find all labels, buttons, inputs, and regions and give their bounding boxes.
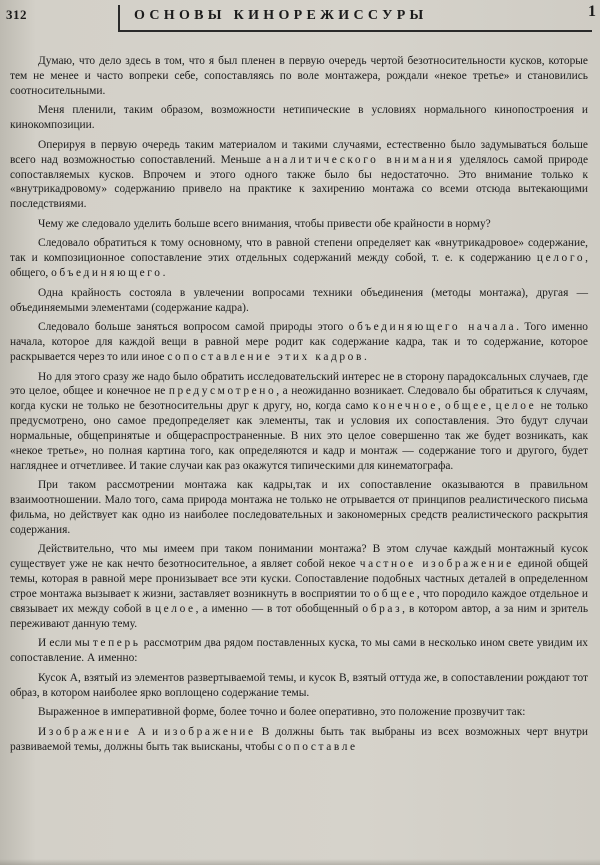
spaced-emphasis: аналитического внимания [266,153,455,166]
text-run: , что породило каждое отдельное и связывает их между собой в [10,588,588,615]
spaced-emphasis: конечное [372,400,438,413]
spaced-emphasis: сопоставле [277,740,358,753]
spaced-emphasis: предусмотрено [168,385,277,398]
text-run: . [363,350,367,363]
edge-mark: 1 [588,3,596,20]
text-run: , а неожиданно возникает. Следовало бы обратиться к случаям, когда куски не только не безотносительны друг к другу, но, когда само [10,385,588,413]
text-run: А и [131,725,165,738]
spaced-emphasis: объединяющего [51,267,163,280]
paragraph [10,370,588,474]
running-title: ОСНОВЫ КИНОРЕЖИССУРЫ [134,8,428,23]
text-run: При таком рассмотрении монтажа как кадры,так и их сопоставление оказываются в правильном взаимоотношении. Мало того, сама природа монтажа не только не отрывается от принципов реалистического письма фильма, но действует как одно из наиболее последовательных и закономерных средств реалистического раскрытия содержания. [10,479,588,536]
paragraph [10,217,588,232]
paragraph [10,320,588,365]
text-run: Следовало обратиться к тому основному, что в равной степени определяет как «внутрикадровое» содержание, так и композиционное сопоставление этих отдельных содержаний между собой, т. е. к содержанию [10,237,588,265]
page-header [6,3,596,33]
text-run: , [437,400,446,413]
spaced-emphasis: объединяющего начала [348,321,517,334]
text-run: В должны быть так выбраны из всех возможных черт внутри развиваемой темы, должны быть так выисканы, чтобы [10,725,588,753]
text-run: Выраженное в императивной форме, более точно и более оперативно, это положение прозвучит так: [38,706,526,719]
paragraph [10,138,588,212]
text-run: , в котором автор, а за ним и зритель переживают данную тему. [10,602,589,630]
paragraph [10,542,588,631]
spaced-emphasis: теперь [92,637,141,650]
spaced-emphasis: целое [495,400,537,413]
paragraph [10,103,588,133]
text-run: Думаю, что дело здесь в том, что я был пленен в первую очередь чертой безотносительности кусков, которые тем не менее и часто вопреки себе, сопоставляясь по воле монтажера, рождали «некое третье» и становились соотносительными. [10,55,588,97]
paragraph [10,671,588,701]
spaced-emphasis: Изображение [38,725,132,738]
paragraph [10,705,588,720]
header-rule-vertical [118,5,120,31]
paragraph [10,286,588,316]
text-run: , а именно — в тот обобщенный [195,602,363,615]
paragraph [10,236,588,281]
text-run: Действительно, что мы имеем при таком понимании монтажа? В этом случае каждый монтажный кусок существует уже не как нечто безотносительное, а являет собой некое [10,543,588,571]
spaced-emphasis: общее [445,400,489,413]
text-run: . Того именно начала, которое для каждой вещи в равной мере родит как содержание кадра, так и то содержание, которое раскрывается через то или иное [10,321,588,363]
paragraph [10,725,588,755]
spaced-emphasis: изображение [164,725,256,738]
header-rule-horizontal [118,30,592,32]
text-run: уделялось самой природе сопоставляемых кусков. Впрочем и этого одного также было бы недостаточно. Это внимание только к «внутрикадровому» содержанию привело на практике к захирению монтажа со всеми отсюда вытекающими последствиями. [10,153,588,211]
text-run: Но для этого сразу же надо было обратить исследовательский интерес не в сторону парадоксальных случаев, где это целое, общее и конечное не [10,370,588,398]
text-run: Оперируя в первую очередь таким материалом и такими случаями, естественно было задумываться больше всего над возможностью сопоставлений. Меньше [10,138,588,166]
spaced-emphasis: частное изображение [359,558,514,571]
text-run: рассмотрим два рядом поставленных куска, то мы сами в несколько ином свете увидим их сопоставление. А именно: [10,637,588,665]
text-run: Кусок А, взятый из элементов развертываемой темы, и кусок В, взятый оттуда же, в сопоставлении рождают тот образ, в котором наиболее ярко воплощено содержание темы. [10,671,588,699]
paragraph [10,478,588,537]
paragraph [10,636,588,666]
text-run: . [162,267,166,280]
text-run: , общего, [10,252,588,280]
page-number: 312 [6,7,27,22]
spaced-emphasis: целого [536,252,586,265]
text-run: единой общей темы, которая в равной мере пронизывает все эти куски. Сопоставление подобных частных деталей в определенном строе монтажа вызывает к жизни, заставляет возникнуть в восприятии то [10,558,588,601]
spaced-emphasis: общее [373,588,417,601]
text-run: Меня пленили, таким образом, возможности нетипические в условиях нормального кинопостроения и кинокомпозиции. [10,104,588,132]
text-run: , [488,400,496,413]
text-run: И если мы [38,637,93,650]
spaced-emphasis: целое [154,602,196,615]
spaced-emphasis: образ [362,602,403,615]
page-edge-shadow [0,859,600,865]
text-run: Следовало больше заняться вопросом самой природы этого [38,321,349,334]
text-run: Чему же следовало уделить больше всего внимания, чтобы привести обе крайности в норму? [38,217,491,230]
spaced-emphasis: сопоставление этих кадров [167,350,364,363]
paragraph [10,54,588,99]
body-text [10,54,588,759]
text-run: Одна крайность состояла в увлечении вопросами техники объединения (методы монтажа), другая — объединяемыми элементами (содержание кадра). [10,286,588,314]
text-run: не только предусмотрено, оно самое предопределяет как элементы, так и условия их сопоставления. Это будут случаи нормальные, общепринятые и общераспространенные. В них это целое совершенно так же будет возникать, как «некое третье», но полная картина того, как определяются и кадр и монтаж — содержание того и другого, будет нагляднее и отчетливее. И такие случаи как раз окажутся типическими для кинематографа. [10,400,589,472]
